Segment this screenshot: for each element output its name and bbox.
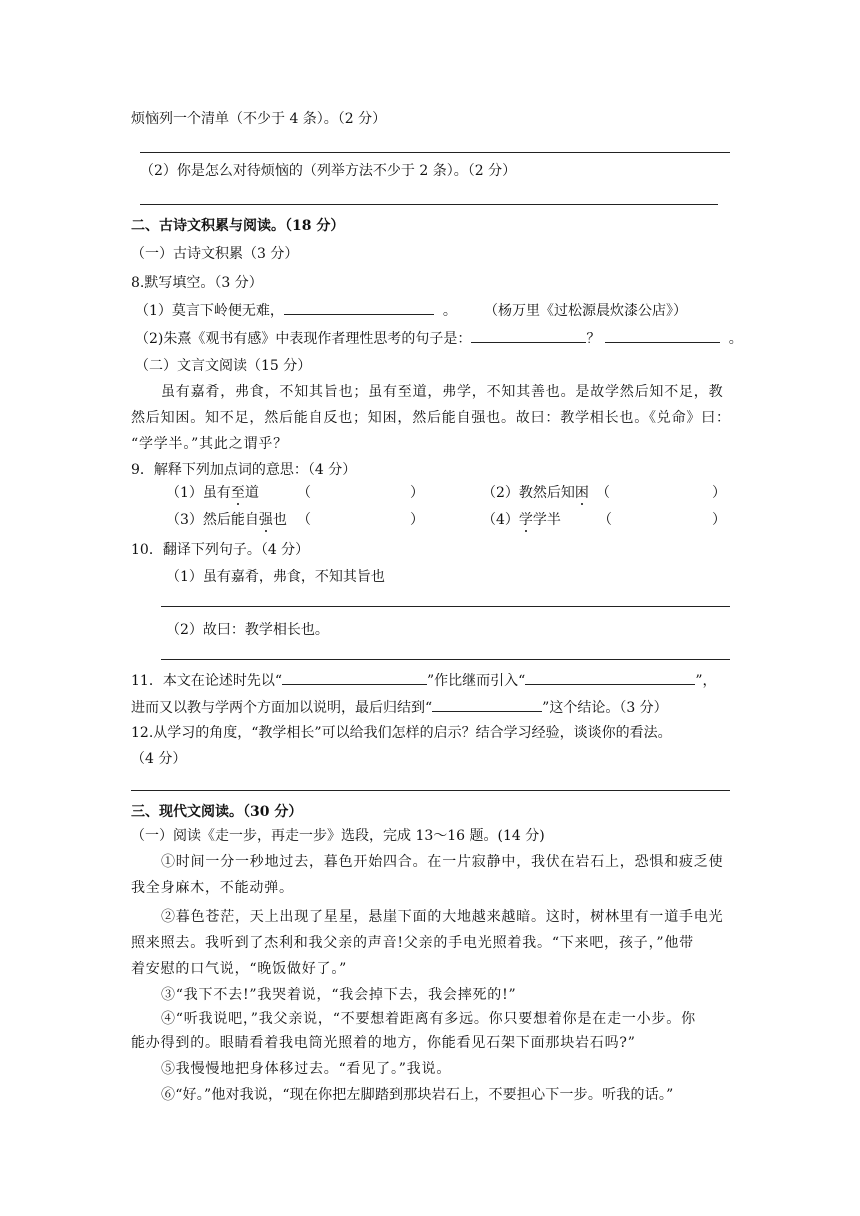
q9-2-paren-open: （	[596, 485, 610, 501]
q8-2-blank-1[interactable]	[471, 328, 586, 343]
paragraph-line: 我全身麻木，不能动弹。	[131, 880, 294, 896]
q9-2-text: （2）教然后知	[482, 485, 575, 501]
dotted-word: 强	[258, 512, 273, 528]
section-3-title: 三、现代文阅读。（30 分）	[131, 804, 303, 820]
q9-4-paren-open: （	[598, 512, 612, 528]
answer-line[interactable]	[131, 790, 730, 791]
paragraph-line: 着安慰的口气说，“晚饭做好了。”	[131, 961, 348, 977]
q11-text: 进而又以教与学两个方面加以说明，最后归结到“	[131, 700, 433, 716]
passage-line: 虽有嘉肴，弗食，不知其旨也；虽有至道，弗学，不知其善也。是故学然后知不足，教	[161, 384, 724, 400]
q9-1-paren-open: （	[297, 485, 311, 501]
subsection-title: （二）文言文阅读（15 分）	[135, 358, 312, 374]
question-11	[131, 670, 716, 692]
question-8-1	[135, 300, 457, 322]
q11-blank-1[interactable]	[282, 670, 427, 685]
q9-3-paren-open: （	[297, 512, 311, 528]
answer-line[interactable]	[140, 204, 718, 205]
q8-1-end: 。	[442, 303, 457, 319]
q9-3-text: （3）然后能自	[166, 512, 259, 528]
q11-text: ”作比继而引入“	[426, 673, 526, 689]
q8-2-end: 。	[728, 331, 743, 347]
passage-line: “学学半。”其此之谓乎？	[131, 436, 288, 452]
q9-4-text-end: 学半	[532, 512, 561, 528]
subsection-title: （一）阅读《走一步，再走一步》选段，完成 13～16 题。(14 分)	[131, 828, 545, 844]
q9-item-1	[166, 482, 259, 504]
paragraph-line: ①时间一分一秒地过去，暮色开始四合。在一片寂静中，我伏在岩石上，恐惧和疲乏使	[161, 854, 724, 870]
question-12-score: （4 分）	[131, 751, 187, 767]
section-2-title: 二、古诗文积累与阅读。（18 分）	[131, 218, 345, 234]
paragraph-line: ③“我下不去!”我哭着说，“我会掉下去，我会摔死的!”	[161, 987, 517, 1003]
q11-blank-2[interactable]	[525, 670, 695, 685]
q11-text: 11．本文在论述时先以“	[131, 673, 282, 689]
q8-2-prompt: （2)朱熹《观书有感》中表现作者理性思考的句子是：	[135, 331, 472, 347]
q9-1-text-end: 道	[244, 485, 259, 501]
question-11-cont	[131, 697, 668, 719]
q7-sub2: （2）你是怎么对待烦恼的（列举方法不少于 2 条）。（2 分）	[140, 163, 517, 179]
paragraph-line: 照来照去。我听到了杰利和我父亲的声音!父亲的手电光照着我。“下来吧，孩子，”他带	[131, 935, 694, 951]
q9-4-text: （4）	[482, 512, 519, 528]
dotted-word: 学	[518, 512, 533, 528]
paragraph-line: 能办得到的。眼睛看着我电筒光照着的地方，你能看见石架下面那块岩石吗?”	[131, 1035, 636, 1051]
question-10: 10．翻译下列句子。（4 分）	[131, 542, 310, 558]
q9-item-2	[482, 482, 589, 504]
q9-2-paren-close: ）	[712, 485, 726, 501]
dotted-word: 困	[574, 485, 589, 501]
q7-text: 烦恼列一个清单（不少于 4 条）。（2 分）	[131, 111, 387, 127]
paragraph-line: ⑤我慢慢地把身体移过去。“看见了。”我说。	[161, 1061, 452, 1077]
answer-line[interactable]	[140, 152, 730, 153]
q9-item-3	[166, 509, 287, 531]
q8-2-question-mark: ？	[586, 331, 601, 347]
passage-line: 然后知困。知不足，然后能自反也；知困，然后能自强也。故曰：教学相长也。《兑命》曰：	[131, 410, 731, 426]
q9-1-paren-close: ）	[410, 485, 424, 501]
question-8-2	[135, 328, 743, 350]
q8-1-blank[interactable]	[284, 300, 434, 315]
q9-3-paren-close: ）	[410, 512, 424, 528]
q10-item-1: （1）虽有嘉肴，弗食，不知其旨也	[166, 569, 385, 585]
answer-line[interactable]	[161, 606, 730, 607]
question-8: 8.默写填空。（3 分）	[131, 275, 263, 291]
question-12: 12.从学习的角度，“教学相长”可以给我们怎样的启示？结合学习经验，谈谈你的看法。	[131, 725, 672, 741]
q11-blank-3[interactable]	[432, 697, 542, 712]
q9-4-paren-close: ）	[712, 512, 726, 528]
q8-2-blank-2[interactable]	[605, 328, 720, 343]
subsection-title: （一）古诗文积累（3 分）	[131, 246, 299, 262]
q10-item-2: （2）故曰：教学相长也。	[166, 622, 329, 638]
paragraph-line: ④“听我说吧，”我父亲说，“不要想着距离有多远。你只要想着你是在走一小步。你	[161, 1011, 696, 1027]
q11-text: ”，	[695, 673, 717, 689]
question-9: 9．解释下列加点词的意思：（4 分）	[131, 462, 357, 478]
paragraph-line: ⑥“好。”他对我说，“现在你把左脚踏到那块岩石上，不要担心下一步。听我的话。”	[161, 1087, 674, 1103]
answer-line[interactable]	[161, 659, 730, 660]
q9-1-text: （1）虽有	[166, 485, 231, 501]
q11-text: ”这个结论。（3 分）	[542, 700, 668, 716]
q8-1-prompt: （1）莫言下岭便无难，	[135, 303, 284, 319]
paragraph-line: ②暮色苍茫，天上出现了星星，悬崖下面的大地越来越暗。这时，树林里有一道手电光	[161, 909, 724, 925]
q9-item-4	[482, 509, 561, 531]
dotted-word: 至	[230, 485, 245, 501]
q8-1-source: （杨万里《过松源晨炊漆公店》）	[484, 303, 687, 319]
q9-3-text-end: 也	[272, 512, 287, 528]
